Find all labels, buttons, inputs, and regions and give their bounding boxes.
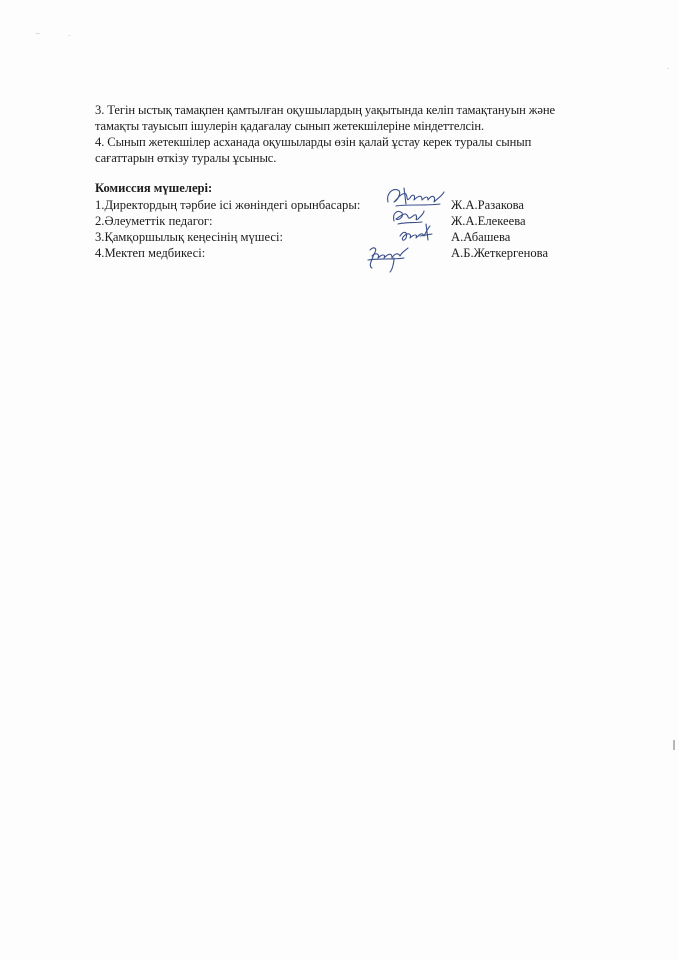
paragraph-item-4	[95, 134, 615, 166]
member-role: 3.Қамқоршылық кеңесінің мүшесі:	[95, 230, 283, 244]
commission-member-row	[95, 197, 575, 213]
paragraph-line: сағаттарын өткізу туралы ұсыныс.	[95, 151, 277, 165]
paragraph-item-3	[95, 102, 615, 134]
commission-member-row	[95, 229, 575, 245]
paragraph-line: 4. Сынып жетекшілер асханада оқушыларды өзін қалай ұстау керек туралы сынып	[95, 135, 532, 149]
signature-3	[396, 222, 436, 246]
scan-speck: ·	[68, 32, 71, 40]
member-name: А.Б.Жеткергенова	[451, 246, 549, 260]
commission-heading: Комиссия мүшелері:	[95, 181, 213, 195]
paragraph-line: 3. Тегін ыстық тамақпен қамтылған оқушылардың уақытында келіп тамақтануын және	[95, 103, 556, 117]
member-role: 4.Мектеп медбикесі:	[95, 246, 206, 260]
scan-speck: –	[36, 29, 40, 37]
signature-4	[364, 244, 412, 274]
member-name: А.Абашева	[451, 230, 511, 244]
paragraph-line: тамақты тауысып ішулерін қадағалау сынып жетекшілеріне міндеттелсін.	[95, 119, 485, 133]
scan-edge-artifact	[673, 740, 675, 750]
commission-member-row	[95, 213, 575, 229]
member-name: Ж.А.Елекеева	[451, 214, 526, 228]
commission-member-row	[95, 245, 575, 261]
member-role: 1.Директордың тәрбие ісі жөніндегі орынбасары:	[95, 198, 361, 212]
scan-speck: ·	[667, 65, 670, 73]
member-name: Ж.А.Разакова	[451, 198, 524, 212]
member-role: 2.Әлеуметтік педагог:	[95, 214, 213, 228]
